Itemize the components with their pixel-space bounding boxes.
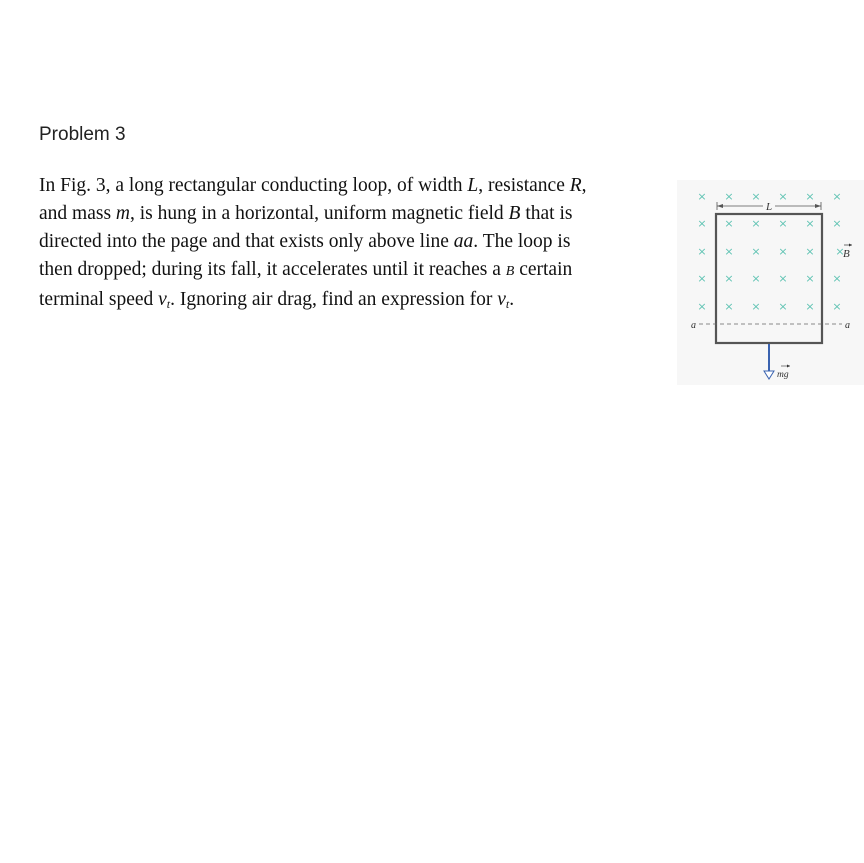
problem-heading: Problem 3: [39, 124, 126, 145]
field-cross: ×: [724, 272, 734, 285]
field-cross: ×: [778, 190, 788, 203]
field-cross: ×: [724, 190, 734, 203]
field-cross: ×: [805, 245, 815, 258]
field-cross: ×: [832, 300, 842, 313]
field-cross: ×: [832, 272, 842, 285]
field-cross: ×: [778, 272, 788, 285]
field-cross: ×: [724, 217, 734, 230]
field-cross: ×: [697, 272, 707, 285]
field-cross: ×: [697, 217, 707, 230]
loop-figure: [677, 180, 864, 385]
field-cross: ×: [778, 217, 788, 230]
field-cross: ×: [832, 217, 842, 230]
field-cross: ×: [751, 272, 761, 285]
field-cross: ×: [697, 190, 707, 203]
field-cross: ×: [751, 245, 761, 258]
problem-text: In Fig. 3, a long rectangular conducting loop, of width L, resistance R, and mass m, is hung in a horizontal, uniform magnetic field B that is directed into the page and that exists only above line aa. The loop is then dropped; during its fall, it accelerates until it reaches a B certain terminal speed $v_t$. Ignoring air drag, find an expression for $v_t$.: [39, 175, 587, 311]
field-cross: ×: [751, 190, 761, 203]
field-cross: ×: [805, 217, 815, 230]
mg-label: mg: [777, 370, 789, 380]
field-cross: ×: [778, 245, 788, 258]
field-cross: ×: [805, 272, 815, 285]
field-cross: ×: [751, 217, 761, 230]
width-label: L: [765, 201, 773, 213]
field-cross: ×: [724, 245, 734, 258]
field-label: B: [843, 248, 850, 260]
field-cross: ×: [724, 300, 734, 313]
label-a-right: a: [845, 320, 850, 331]
field-cross: ×: [778, 300, 788, 313]
field-cross: ×: [697, 300, 707, 313]
field-cross: ×: [832, 190, 842, 203]
field-cross: ×: [697, 245, 707, 258]
field-cross: ×: [805, 300, 815, 313]
field-cross: ×: [751, 300, 761, 313]
label-a-left: a: [691, 320, 696, 331]
field-cross: ×: [835, 245, 845, 258]
field-cross: ×: [805, 190, 815, 203]
